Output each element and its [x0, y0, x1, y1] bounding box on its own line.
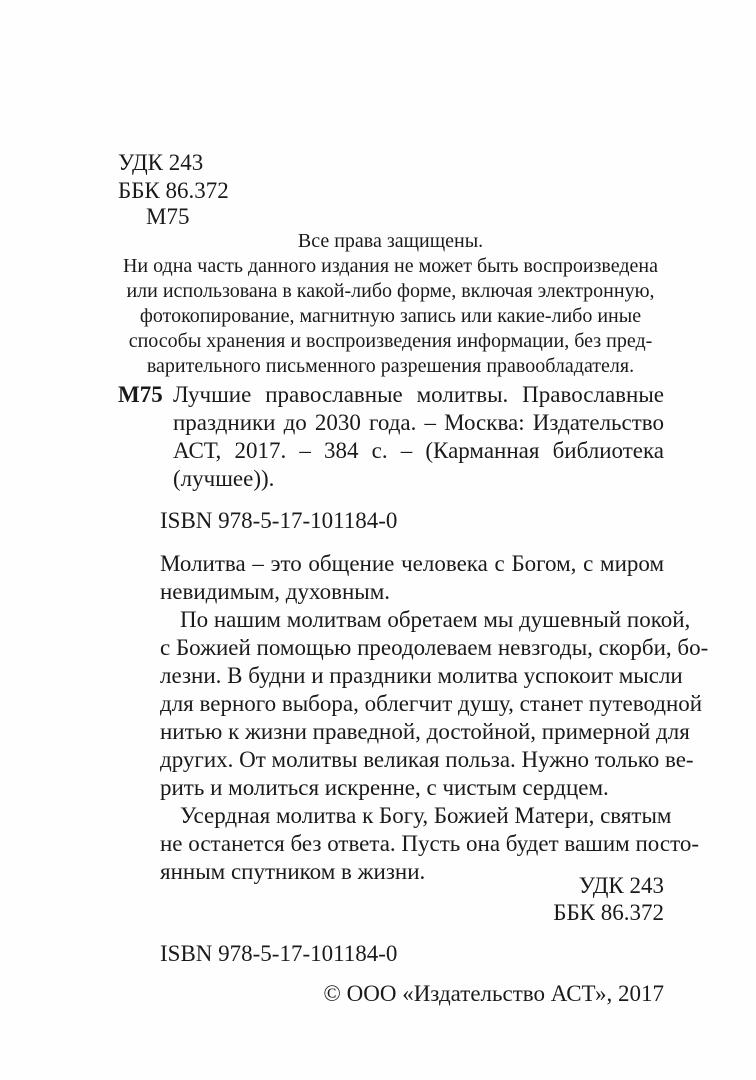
annotation-line: нитью к жизни праведной, достойной, примерной для — [160, 719, 690, 744]
catalog-line: праздники до 2030 года. – Москва: Издательство — [173, 410, 664, 435]
author-mark: М75 — [146, 204, 190, 229]
annotation-line: не останется без ответа. Пусть она будет вашим посто- — [160, 831, 699, 856]
rights-line: варительного письменного разрешения правообладателя. — [146, 355, 635, 377]
copyright-notice: © ООО «Издательство АСТ», 2017 — [323, 981, 664, 1006]
rights-line: фотокопирование, магнитную запись или какие-либо иные — [139, 305, 642, 327]
annotation-line: невидимым, духовным. — [160, 579, 391, 604]
udk-code: УДК 243 — [118, 150, 204, 175]
footer-isbn: ISBN 978-5-17-101184-0 — [160, 941, 398, 966]
catalog-mark: М75 — [118, 382, 163, 407]
annotation-line: для верного выбора, облегчит душу, станет путеводной — [160, 691, 703, 716]
annotation-line: Молитва – это общение человека с Богом, с миром — [160, 551, 664, 576]
catalog-line: АСТ, 2017. – 384 с. – (Карманная библиотека — [173, 438, 664, 463]
catalog-line: (лучшее)). — [173, 466, 275, 491]
annotation-line: лезни. В будни и праздники молитва успокоит мысли — [160, 663, 683, 688]
annotation-line: с Божией помощью преодолеваем невзгоды, скорби, бо- — [160, 635, 709, 660]
footer-udk: УДК 243 — [578, 873, 664, 898]
annotation-line: других. От молитвы великая польза. Нужно только ве- — [160, 747, 694, 772]
bbk-code: ББК 86.372 — [118, 178, 229, 203]
annotation-line: Усердная молитва к Богу, Божией Матери, святым — [180, 803, 672, 828]
rights-line: Ни одна часть данного издания не может быть воспроизведена — [122, 255, 658, 277]
isbn: ISBN 978-5-17-101184-0 — [160, 508, 398, 533]
catalog-line: Лучшие православные молитвы. Православные — [173, 382, 664, 407]
annotation-line: рить и молиться искренне, с чистым сердцем. — [160, 775, 609, 800]
rights-line: Все права защищены. — [297, 230, 484, 252]
rights-line: или использована в какой-либо форме, включая электронную, — [126, 280, 655, 302]
footer-bbk: ББК 86.372 — [553, 900, 664, 925]
rights-line: способы хранения и воспроизведения информации, без пред- — [128, 330, 653, 352]
annotation-line: янным спутником в жизни. — [160, 859, 426, 884]
annotation-line: По нашим молитвам обретаем мы душевный покой, — [180, 607, 691, 632]
